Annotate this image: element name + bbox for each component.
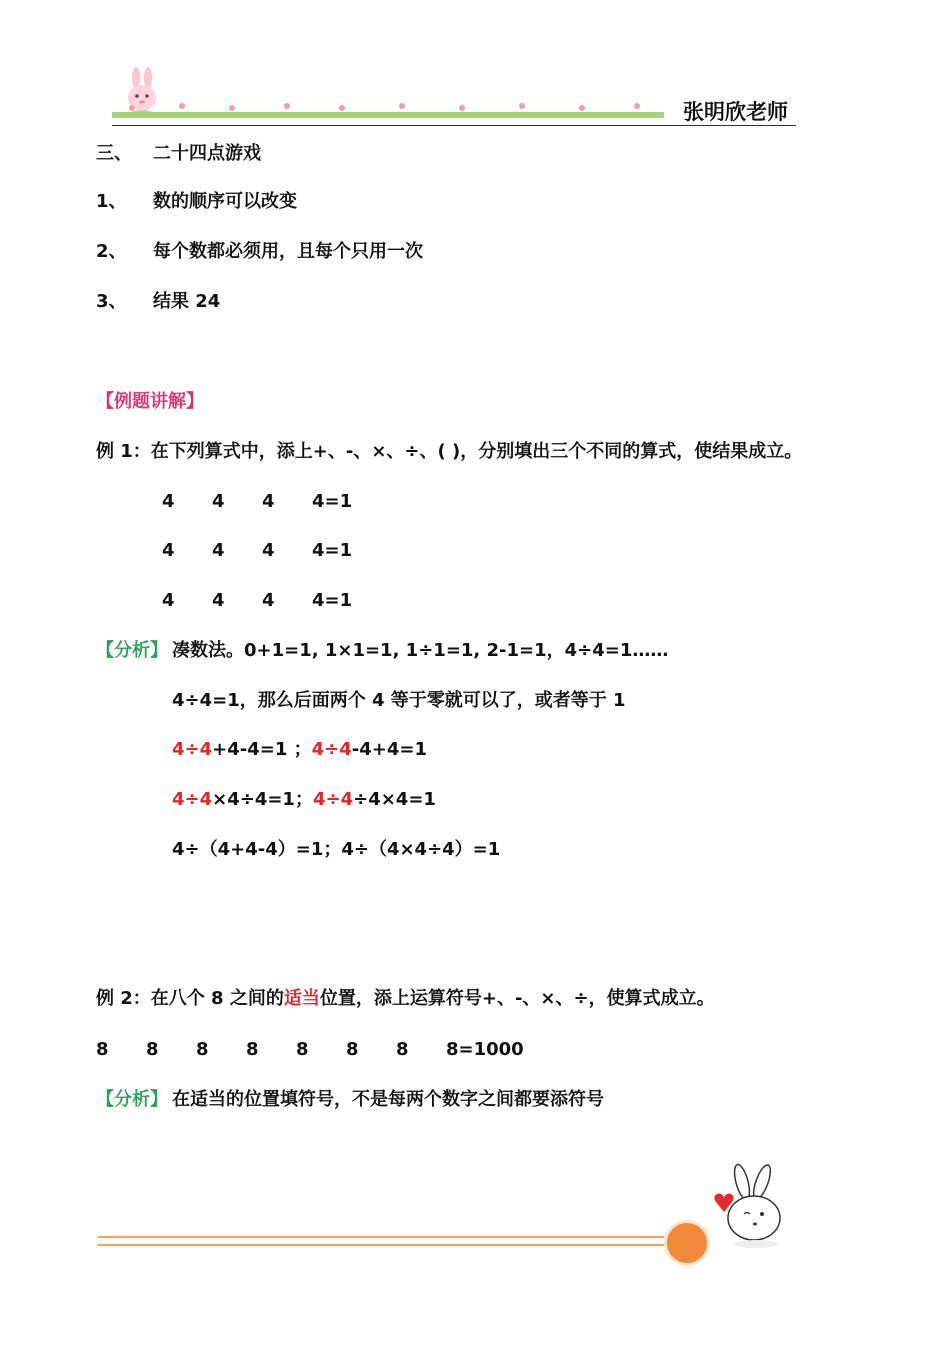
equation-number: 4 <box>162 590 175 611</box>
rule-text: 结果 24 <box>153 291 221 312</box>
equation-number: 4 <box>212 540 225 561</box>
equation-number: 4 <box>262 540 275 561</box>
analysis-label: 【分析】 <box>96 640 168 661</box>
prompt-text: 例 2：在八个 8 之间的 <box>96 988 284 1009</box>
example1-prompt: 例 1：在下列算式中，添上+、-、×、÷、( )，分别填出三个不同的算式，使结果成立。 <box>96 441 803 462</box>
solution-line <box>172 738 427 762</box>
equation-number: 8 <box>246 1039 259 1060</box>
rule-number: 3、 <box>96 291 127 312</box>
equation-number: 4 <box>212 491 225 512</box>
teacher-name: 张明欣老师 <box>683 99 788 124</box>
analysis-label: 【分析】 <box>96 1089 168 1110</box>
equation-result: 4=1 <box>312 491 353 512</box>
footer-rule <box>98 1236 664 1238</box>
footer-rule <box>98 1244 664 1246</box>
equation-number: 8 <box>396 1039 409 1060</box>
highlight-expr: 4÷4 <box>172 789 213 810</box>
solution-line: 4÷4=1，那么后面两个 4 等于零就可以了，或者等于 1 <box>172 690 626 711</box>
rule-number: 2、 <box>96 241 127 262</box>
rule-number: 1、 <box>96 191 127 212</box>
bunny-heart-icon <box>700 1160 800 1260</box>
analysis-text: 在适当的位置填符号，不是每两个数字之间都要添符号 <box>172 1089 604 1110</box>
highlight-expr: 4÷4 <box>172 739 213 760</box>
equation-number: 4 <box>262 590 275 611</box>
highlight-word: 适当 <box>283 988 320 1009</box>
solution-line: 4÷（4+4-4）=1；4÷（4×4÷4）=1 <box>172 839 501 860</box>
expr-text: ÷4×4=1 <box>353 789 436 810</box>
equation-number: 8 <box>146 1039 159 1060</box>
equation-number: 8 <box>196 1039 209 1060</box>
equation-result: 8=1000 <box>446 1039 524 1060</box>
prompt-text: 位置，添上运算符号+、-、×、÷，使算式成立。 <box>319 988 715 1009</box>
expr-text: -4+4=1 <box>351 739 427 760</box>
expr-text: ×4÷4=1； <box>212 789 313 810</box>
rule-text: 每个数都必须用，且每个只用一次 <box>153 241 423 262</box>
grass-border <box>112 100 664 120</box>
equation-number: 4 <box>262 491 275 512</box>
header-rule <box>112 125 796 126</box>
rule-text: 数的顺序可以改变 <box>153 191 297 212</box>
equation-number: 8 <box>96 1039 109 1060</box>
examples-heading: 【例题讲解】 <box>96 391 204 412</box>
equation-result: 4=1 <box>312 540 353 561</box>
equation-number: 4 <box>212 590 225 611</box>
equation-number: 4 <box>162 540 175 561</box>
solution-line <box>172 788 436 812</box>
equation-result: 4=1 <box>312 590 353 611</box>
highlight-expr: 4÷4 <box>311 739 352 760</box>
analysis-text: 凑数法。0+1=1, 1×1=1, 1÷1=1, 2-1=1，4÷4=1…… <box>172 640 669 661</box>
equation-number: 4 <box>162 491 175 512</box>
expr-text: +4-4=1 ； <box>212 739 312 760</box>
section-title: 二十四点游戏 <box>153 143 261 164</box>
equation-number: 8 <box>346 1039 359 1060</box>
example2-prompt <box>96 987 715 1011</box>
highlight-expr: 4÷4 <box>312 789 354 810</box>
section-number: 三、 <box>96 143 132 164</box>
equation-number: 8 <box>296 1039 309 1060</box>
